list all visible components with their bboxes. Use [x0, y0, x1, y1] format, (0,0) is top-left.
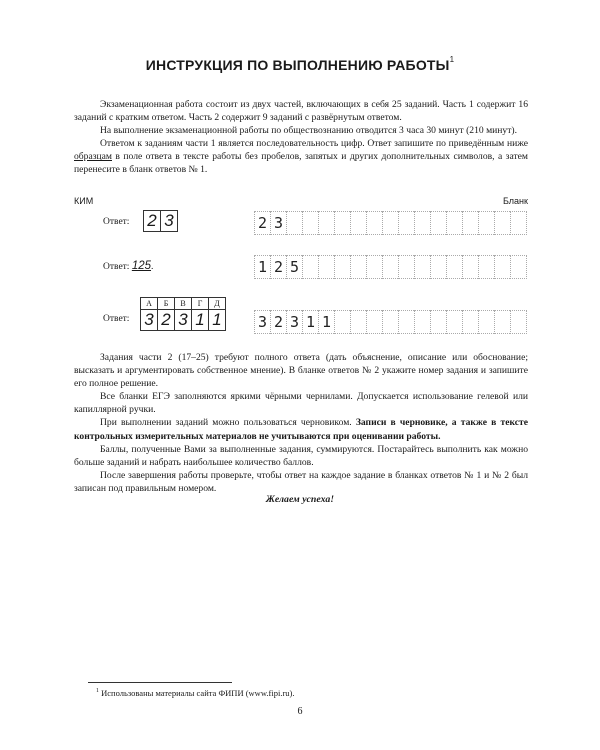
kim-answer-cell: 3	[164, 211, 174, 230]
blank-cell	[446, 211, 462, 235]
intro-paragraph-1: Экзаменационная работа состоит из двух частей, включающих в себя 25 заданий. Часть 1 содержит 16 заданий с кратким ответом. Часть 2 содержит 9 заданий с развёрнутым ответом.	[74, 99, 528, 124]
blank-cell	[430, 310, 446, 334]
blank-column-label: Бланк	[503, 196, 528, 206]
letter-cell: В	[175, 298, 192, 309]
blank-cell	[366, 211, 382, 235]
blank-cell	[510, 211, 527, 235]
letter-cell: Д	[214, 299, 220, 308]
kim-answer-box	[143, 210, 178, 232]
answer-label-inline: Ответ: 125.	[103, 260, 154, 272]
blank-cell	[430, 211, 446, 235]
blank-cell	[302, 255, 318, 279]
blank-cell	[318, 255, 334, 279]
blank-cell	[334, 255, 350, 279]
blank-cell	[510, 255, 527, 279]
intro-paragraph-2: На выполнение экзаменационной работы по обществознанию отводится 3 часа 30 минут (210 минут).	[100, 125, 517, 137]
blank-cell	[414, 255, 430, 279]
page-number: 6	[297, 706, 303, 717]
letter-cell: Г	[192, 298, 209, 309]
blank-cell	[350, 310, 366, 334]
body-paragraph-4: Баллы, полученные Вами за выполненные задания, суммируются. Постарайтесь выполнить как можно больше заданий и набрать наибольшее количество баллов.	[74, 443, 528, 468]
body-paragraph-1: Задания части 2 (17–25) требуют полного ответа (дать объяснение, описание или обоснование; высказать и аргументировать собственное мнение). В бланке ответов № 2 укажите номер задания и запишите его полное решение.	[74, 352, 528, 390]
blank-cell	[510, 310, 527, 334]
kim-answer-cell: 2	[158, 310, 175, 330]
blank-cell	[398, 310, 414, 334]
blank-cell: 5	[286, 255, 302, 279]
blank-cell	[366, 310, 382, 334]
blank-cell	[350, 255, 366, 279]
blank-cell	[366, 255, 382, 279]
blank-cell	[318, 211, 334, 235]
closing-wish: Желаем успеха!	[265, 494, 335, 505]
blank-cell: 1	[254, 255, 270, 279]
kim-answer-cell: 2	[144, 211, 161, 231]
intro-paragraph-3: Ответом к заданиям части 1 является последовательность цифр. Ответ запишите по приведённым ниже образцам в поле ответа в тексте работы без пробелов, запятых и других дополнительных символов, а затем перенесите в бланк ответов № 1.	[74, 138, 528, 176]
blank-cell	[414, 211, 430, 235]
blank-cell	[414, 310, 430, 334]
blank-cell	[286, 211, 302, 235]
footnote-mark: 1	[449, 55, 455, 65]
blank-cell	[334, 310, 350, 334]
blank-cell	[382, 310, 398, 334]
blank-cell	[382, 211, 398, 235]
blank-answer-row	[254, 211, 527, 233]
blank-cell	[334, 211, 350, 235]
intro-text	[74, 98, 528, 177]
answer-label: Ответ:	[103, 217, 130, 227]
blank-cell	[478, 211, 494, 235]
blank-cell	[398, 255, 414, 279]
letter-cell: Б	[158, 298, 175, 309]
handwritten-answer: 125	[131, 260, 152, 272]
blank-answer-row	[254, 255, 527, 277]
body-text	[74, 351, 528, 495]
blank-cell: 3	[270, 211, 286, 235]
letter-header-row	[140, 297, 226, 309]
blank-cell	[462, 255, 478, 279]
blank-cell: 1	[318, 310, 334, 334]
blank-cell	[478, 310, 494, 334]
answer-label: Ответ:	[103, 314, 130, 324]
underlined-word: образцам	[74, 151, 112, 163]
blank-cell	[478, 255, 494, 279]
kim-answer-cell: 3	[175, 310, 192, 330]
blank-cell	[446, 310, 462, 334]
blank-cell	[494, 211, 510, 235]
blank-cell	[462, 310, 478, 334]
blank-cell	[382, 255, 398, 279]
body-paragraph-3: При выполнении заданий можно пользоваться черновиком. Записи в черновике, а также в тексте контрольных измерительных материалов не учитываются при оценивании работы.	[74, 417, 528, 442]
blank-cell: 2	[254, 211, 270, 235]
blank-cell	[398, 211, 414, 235]
blank-cell	[350, 211, 366, 235]
kim-answer-box	[140, 309, 226, 331]
body-paragraph-5: После завершения работы проверьте, чтобы ответ на каждое задание в бланках ответов № 1 и № 2 был записан под правильным номером.	[74, 469, 528, 494]
letter-cell: А	[141, 298, 158, 309]
blank-cell	[430, 255, 446, 279]
blank-cell	[462, 211, 478, 235]
kim-answer-cell: 1	[192, 310, 209, 330]
blank-cell: 3	[286, 310, 302, 334]
blank-cell: 2	[270, 255, 286, 279]
page-title: ИНСТРУКЦИЯ ПО ВЫПОЛНЕНИЮ РАБОТЫ$^1$	[145, 55, 455, 73]
footnote: $^1$ Использованы материалы сайта ФИПИ (www.fipi.ru).	[96, 688, 295, 698]
bold-note: Записи в черновике, а также в тексте контрольных измерительных материалов не учитываются при оценивании работы.	[74, 417, 528, 442]
blank-answer-row	[254, 310, 527, 332]
blank-cell	[494, 255, 510, 279]
kim-column-label: КИМ	[74, 196, 94, 206]
blank-cell: 1	[302, 310, 318, 334]
blank-cell	[446, 255, 462, 279]
kim-answer-cell: 3	[141, 310, 158, 330]
blank-cell	[494, 310, 510, 334]
body-paragraph-2: Все бланки ЕГЭ заполняются яркими чёрными чернилами. Допускается использование гелевой или капиллярной ручки.	[74, 391, 528, 416]
kim-answer-cell: 1	[212, 310, 222, 329]
footnote-divider	[88, 682, 232, 683]
blank-cell: 3	[254, 310, 270, 334]
blank-cell: 2	[270, 310, 286, 334]
blank-cell	[302, 211, 318, 235]
